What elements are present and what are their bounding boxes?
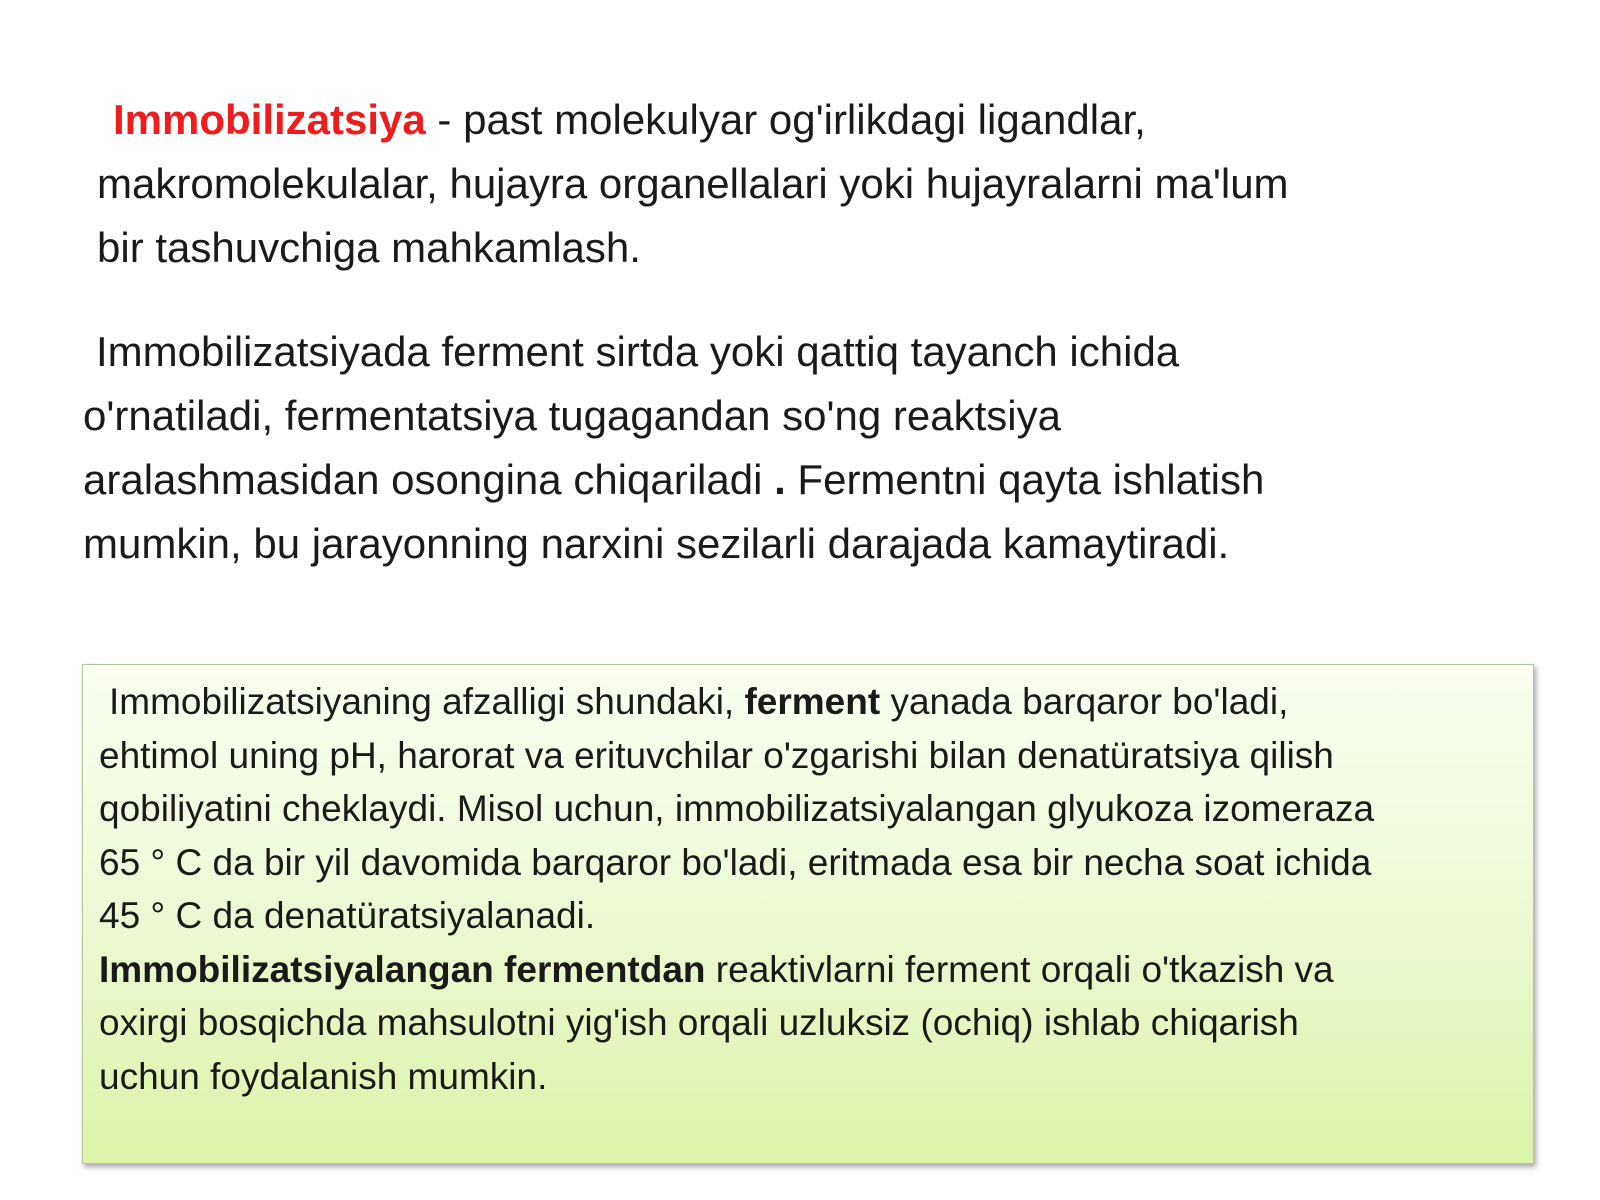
box-line-8: uchun foydalanish mumkin. xyxy=(99,1055,548,1097)
box-bold-term: Immobilizatsiyalangan fermentdan xyxy=(99,948,706,990)
box-line-7: oxirgi bosqichda mahsulotni yig'ish orqali uzluksiz (ochiq) ishlab chiqarish xyxy=(99,1002,1299,1043)
box-line-1-a: Immobilizatsiyaning afzalligi shundaki, xyxy=(109,681,745,722)
explanation-line-3 xyxy=(83,456,1264,503)
definition-line-1-rest: - past molekulyar og'irlikdagi ligandlar, xyxy=(425,96,1146,143)
definition-paragraph xyxy=(97,88,1577,280)
explanation-line-3-a: aralashmasidan osongina chiqariladi xyxy=(83,456,775,503)
advantage-textbox xyxy=(82,664,1534,1164)
box-line-2: ehtimol uning pH, harorat va erituvchilar o'zgarishi bilan denatüratsiya qilish xyxy=(99,734,1334,776)
box-line-6 xyxy=(99,949,1334,990)
box-line-3: qobiliyatini cheklaydi. Misol uchun, immobilizatsiyalangan glyukoza izomeraza xyxy=(99,788,1375,829)
advantage-text xyxy=(99,675,1519,1103)
box-bold-ferment: ferment xyxy=(744,681,881,722)
box-line-4: 65 ° C da bir yil davomida barqaror bo'ladi, eritmada esa bir necha soat ichida xyxy=(99,841,1372,883)
explanation-paragraph xyxy=(83,320,1563,576)
definition-line-3: bir tashuvchiga mahkamlash. xyxy=(97,224,641,271)
definition-term: Immobilizatsiya xyxy=(113,96,426,143)
box-line-1-b: yanada barqaror bo'ladi, xyxy=(880,681,1289,722)
definition-line-2: makromolekulalar, hujayra organellalari yoki hujayralarni ma'lum xyxy=(97,160,1289,207)
explanation-line-4: mumkin, bu jarayonning narxini sezilarli darajada kamaytiradi. xyxy=(83,520,1230,567)
explanation-line-3-b: Fermentni qayta ishlatish xyxy=(785,456,1265,503)
box-line-5: 45 ° C da denatüratsiyalanadi. xyxy=(99,895,596,936)
explanation-line-1: Immobilizatsiyada ferment sirtda yoki qattiq tayanch ichida xyxy=(96,328,1180,375)
explanation-bold-dot: . xyxy=(774,456,786,503)
box-line-6-rest: reaktivlarni ferment orqali o'tkazish va xyxy=(705,948,1334,990)
explanation-line-2: o'rnatiladi, fermentatsiya tugagandan so'ng reaktsiya xyxy=(83,392,1061,439)
definition-line-1 xyxy=(97,96,1146,143)
box-line-1 xyxy=(99,681,1288,722)
